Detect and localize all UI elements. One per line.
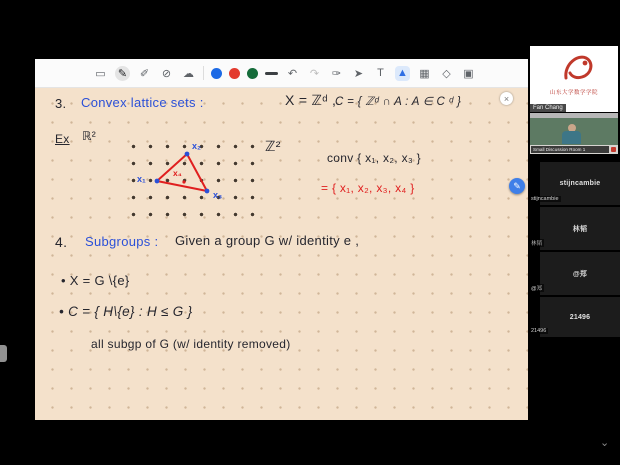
interior-x4-label: x₄ — [173, 168, 182, 178]
left-panel-handle[interactable] — [0, 345, 7, 362]
redo-icon[interactable]: ↷ — [309, 67, 320, 80]
participant-display-name: @郑 — [572, 270, 588, 278]
vertex-x2-label: x₂ — [192, 141, 202, 151]
item4-text: Given a group G w/ identity e , — [175, 233, 360, 248]
interior-x4-dot — [182, 180, 185, 183]
participant-display-name: 林韬 — [572, 225, 588, 233]
item3-number: 3. — [55, 96, 67, 111]
grid-icon[interactable]: ▦ — [419, 67, 430, 80]
room-name-tag: Small Discussion Room 1 — [531, 146, 609, 153]
eraser-icon[interactable]: ⊘ — [161, 67, 172, 80]
participant-tile[interactable] — [528, 207, 620, 250]
participants-sidebar — [528, 0, 620, 465]
camera-off-area — [540, 252, 620, 295]
speaker-torso — [562, 131, 581, 144]
conv-red-equation: = { x₁, x₂, x₃, x₄ } — [321, 181, 415, 195]
bullet-x-equation: • X = G \{e} — [61, 273, 130, 288]
triangle-sketch — [121, 134, 255, 226]
whiteboard-canvas[interactable] — [35, 88, 528, 420]
university-logo — [530, 46, 618, 88]
item3-family-equation: C = { ℤᵈ ∩ A : A ∈ C ᵈ } — [335, 96, 462, 108]
smart-pen-icon[interactable]: ✑ — [331, 67, 342, 80]
shapes-icon[interactable]: ◇ — [442, 67, 451, 80]
participant-name-tag: @郑 — [531, 286, 543, 292]
participant-name-tag: stijncambie — [531, 196, 559, 202]
participant-name-tag: Fan Chang — [530, 104, 566, 112]
vertex-x1-dot — [155, 179, 160, 184]
pen-icon[interactable]: ✎ — [115, 66, 130, 81]
camera-off-area — [540, 297, 620, 337]
item4-number: 4. — [55, 234, 68, 250]
video-tile-classroom[interactable] — [530, 113, 618, 154]
color-green-swatch[interactable] — [247, 68, 258, 79]
close-icon[interactable]: × — [500, 92, 513, 105]
select-frame-icon[interactable]: ▭ — [95, 67, 106, 80]
pointer-icon[interactable]: ➤ — [353, 67, 364, 80]
export-icon[interactable]: ▣ — [463, 67, 474, 80]
example-label: Ex — [55, 132, 70, 146]
toolbar-divider — [203, 66, 204, 80]
undo-icon[interactable]: ↶ — [287, 67, 298, 80]
r2-symbol: ℝ² — [82, 129, 97, 143]
z2-symbol: ℤ² — [265, 138, 281, 154]
annotate-pencil-icon[interactable]: ✎ — [509, 178, 525, 194]
item4-title: Subgroups : — [85, 234, 159, 249]
text-tool-icon[interactable]: T — [377, 67, 384, 79]
participant-tile[interactable] — [528, 297, 620, 337]
classroom-ceiling — [530, 113, 618, 118]
chevron-down-icon[interactable]: ⌄ — [600, 437, 610, 449]
vertex-x2-dot — [185, 152, 190, 157]
participant-display-name: stijncambie — [559, 180, 601, 187]
university-logo-caption: 山东大学数学学院 — [549, 90, 598, 96]
participant-tile[interactable] — [528, 252, 620, 295]
color-blue-swatch[interactable] — [211, 68, 222, 79]
item3-title: Convex lattice sets : — [81, 95, 204, 110]
annotation-toolbar — [35, 59, 528, 88]
item3-x-equation: X = ℤᵈ , — [285, 92, 337, 108]
red-triangle — [157, 154, 207, 191]
laser-pointer-icon[interactable]: ▲ — [395, 66, 410, 81]
participant-name-tag: 林韬 — [531, 241, 543, 247]
camera-off-area — [540, 207, 620, 250]
note-line: all subgp of G (w/ identity removed) — [91, 337, 291, 351]
vertex-x1-label: x₁ — [137, 174, 146, 184]
vertex-x3-dot — [205, 189, 210, 194]
conv-equation: conv { x₁, x₂, x₃ } — [327, 151, 421, 165]
line-thickness-icon[interactable] — [265, 72, 278, 75]
vertex-x3-label: x₃ — [213, 190, 223, 200]
color-red-swatch[interactable] — [229, 68, 240, 79]
participant-tile[interactable] — [528, 162, 620, 205]
lattice-dot-grid — [121, 134, 255, 226]
recording-indicator-icon — [611, 147, 616, 152]
cloud-shape-icon[interactable]: ☁ — [183, 67, 194, 80]
participant-name-tag: 21496 — [531, 328, 547, 334]
marker-icon[interactable]: ✐ — [139, 67, 150, 80]
bullet-c-equation: • C = { H\{e} : H ≤ G } — [59, 304, 193, 319]
participant-display-name: 21496 — [569, 313, 591, 321]
video-tile-logo[interactable] — [530, 46, 618, 112]
